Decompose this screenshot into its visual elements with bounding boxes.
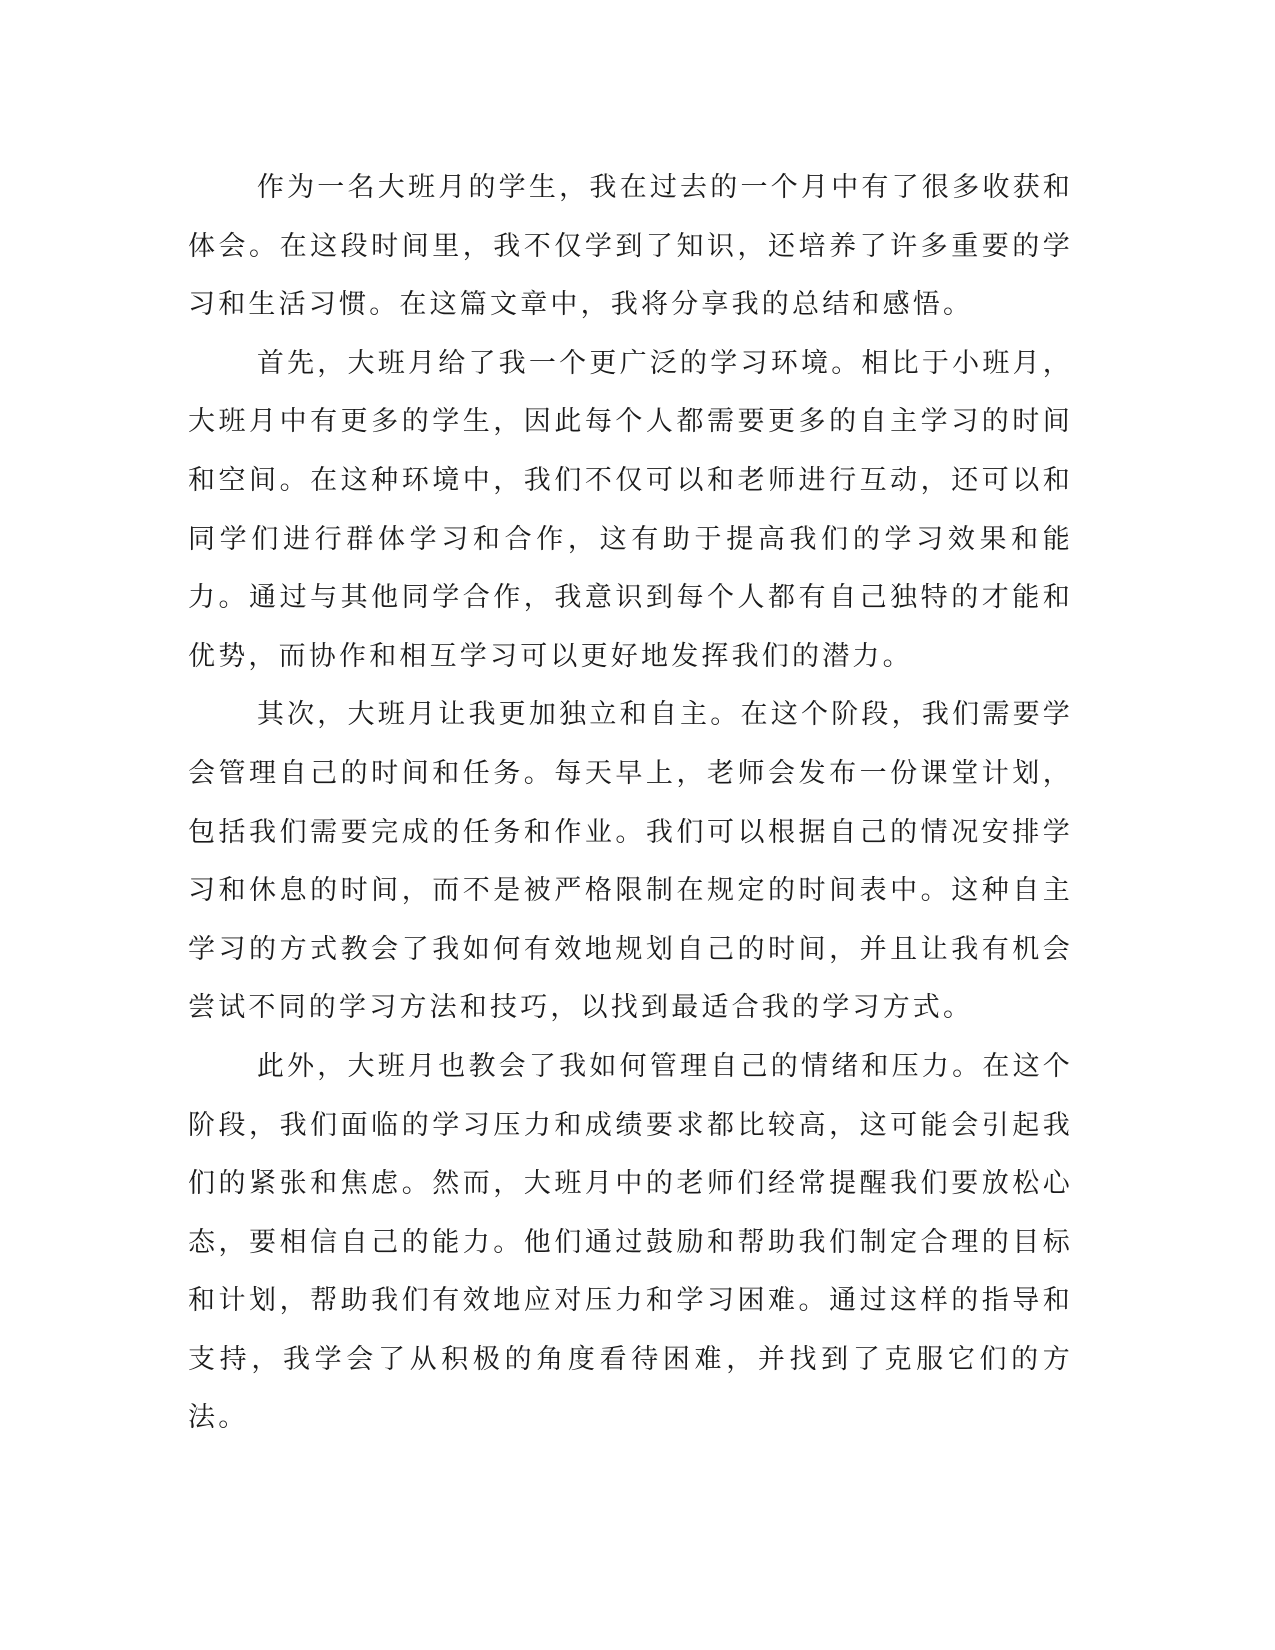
document-body: [188, 159, 1073, 1448]
paragraph-1: 作为一名大班月的学生，我在过去的一个月中有了很多收获和体会。在这段时间里，我不仅学到了知识，还培养了许多重要的学习和生活习惯。在这篇文章中，我将分享我的总结和感悟。: [188, 172, 1073, 321]
paragraph-2: 首先，大班月给了我一个更广泛的学习环境。相比于小班月，大班月中有更多的学生，因此每个人都需要更多的自主学习的时间和空间。在这种环境中，我们不仅可以和老师进行互动，还可以和同学们进行群体学习和合作，这有助于提高我们的学习效果和能力。通过与其他同学合作，我意识到每个人都有自己独特的才能和优势，而协作和相互学习可以更好地发挥我们的潜力。: [188, 347, 1073, 672]
paragraph-4: 此外，大班月也教会了我如何管理自己的情绪和压力。在这个阶段，我们面临的学习压力和成绩要求都比较高，这可能会引起我们的紧张和焦虑。然而，大班月中的老师们经常提醒我们要放松心态，要相信自己的能力。他们通过鼓励和帮助我们制定合理的目标和计划，帮助我们有效地应对压力和学习困难。通过这样的指导和支持，我学会了从积极的角度看待困难，并找到了克服它们的方法。: [188, 1050, 1073, 1434]
paragraph-3: 其次，大班月让我更加独立和自主。在这个阶段，我们需要学会管理自己的时间和任务。每天早上，老师会发布一份课堂计划，包括我们需要完成的任务和作业。我们可以根据自己的情况安排学习和休息的时间，而不是被严格限制在规定的时间表中。这种自主学习的方式教会了我如何有效地规划自己的时间，并且让我有机会尝试不同的学习方法和技巧，以找到最适合我的学习方式。: [188, 699, 1073, 1024]
